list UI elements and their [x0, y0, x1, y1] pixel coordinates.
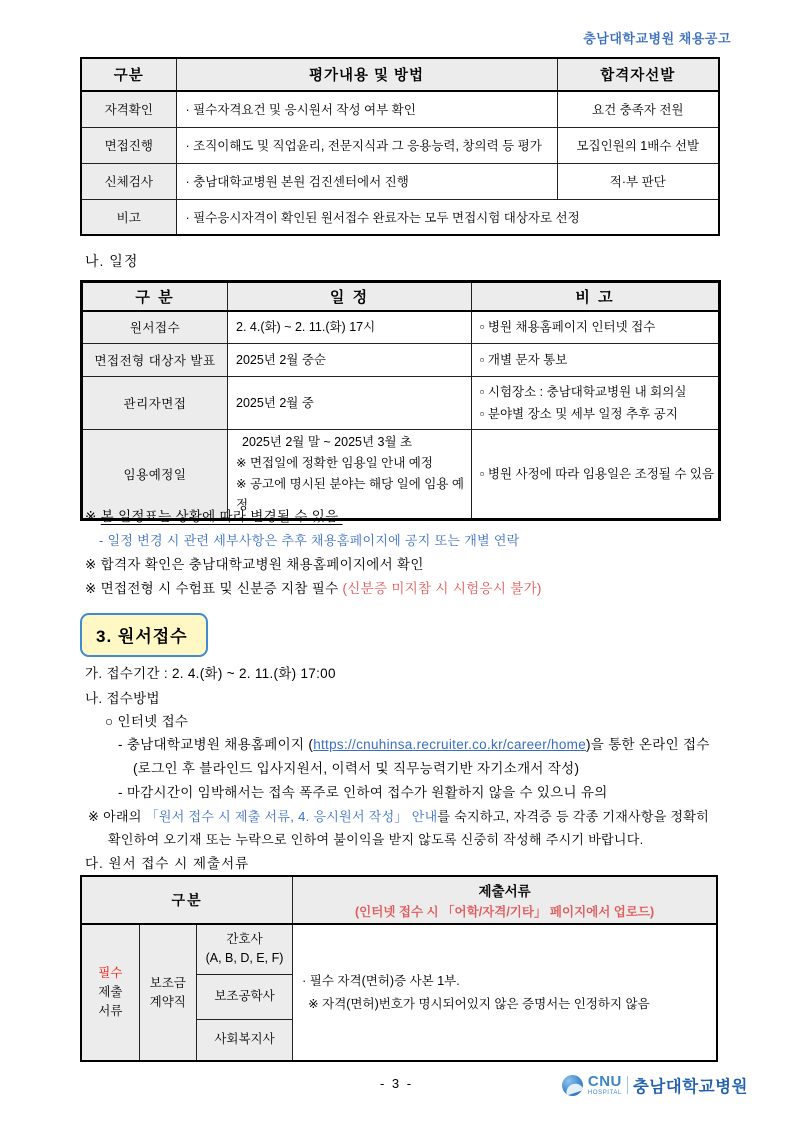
schedule-line: 2025년 2월 중순 [236, 352, 327, 367]
row-label: 임용예정일 [82, 430, 228, 520]
row-label: 면접진행 [81, 127, 176, 163]
online-apply-line [118, 733, 710, 753]
row-content: · 조직이해도 및 직업윤리, 전문지식과 그 응용능력, 창의력 등 평가 [176, 127, 557, 163]
docs-header-line1: 제출서류 [478, 884, 531, 899]
table-row [81, 199, 719, 235]
logo-cnu-label: CNU [587, 1073, 622, 1090]
row-result: 적·부 판단 [557, 163, 719, 199]
label-line: 제출 [98, 985, 123, 999]
caution-prefix: ※ 아래의 [88, 809, 146, 824]
docs-col-documents [293, 876, 717, 924]
schedule-line: 2. 4.(화) ~ 2. 11.(화) 17시 [236, 319, 376, 334]
schedule-line: ※ 공고에 명시된 분야는 해당 일에 임용 예정 [236, 477, 464, 512]
note-id-required [85, 577, 542, 601]
table-row [81, 163, 719, 199]
documents-table [80, 875, 718, 1062]
reception-period-line: 가. 접수기간 : 2. 4.(화) ~ 2. 11.(화) 17:00 [85, 666, 336, 681]
row-schedule [228, 311, 472, 344]
logo-hospital-name: 충남대학교병원 [632, 1078, 748, 1096]
sched-col-category: 구 분 [82, 282, 228, 311]
note-text: ※ 면접전형 시 수험표 및 신분증 지참 필수 [85, 581, 343, 596]
document-header-title: 충남대학교병원 채용공고 [583, 31, 731, 46]
sched-col-date: 일 정 [228, 282, 472, 311]
table-row [81, 924, 717, 974]
documents-section-title: 다. 원서 접수 시 제출서류 [85, 856, 250, 871]
globe-icon [562, 1075, 583, 1096]
logo-divider [627, 1076, 628, 1094]
documents-header-row [81, 876, 717, 924]
schedule-line: ※ 면접일에 정확한 임용일 안내 예정 [236, 456, 433, 470]
contract-type-label [139, 924, 196, 1061]
reception-method-line: 나. 접수방법 [85, 691, 160, 706]
note-warning-red: (신분증 미지참 시 시험응시 불가) [342, 581, 542, 596]
schedule-line: 2025년 2월 중 [236, 395, 314, 410]
label-line: 보조금 [149, 975, 186, 990]
table-row [81, 127, 719, 163]
required-red-text: 필수 [98, 966, 123, 980]
table-row [82, 377, 720, 430]
row-schedule [228, 344, 472, 377]
note-line: ▫ 분야별 장소 및 세부 일정 추후 공지 [480, 407, 678, 421]
caution-suffix: 를 숙지하고, 자격증 등 각종 기재사항을 정확히 확인하여 오기재 또는 누락으로 인하여 불이익을 받지 않도록 신중히 작성해 주시기 바랍니다. [108, 809, 710, 847]
schedule-line: 2025년 2월 말 ~ 2025년 3월 초 [242, 435, 413, 449]
evaluation-table [80, 57, 720, 236]
note-change-detail: - 일정 변경 시 관련 세부사항은 추후 채용홈페이지에 공지 또는 개별 연락 [99, 533, 520, 548]
page-number: - 3 - [379, 1076, 414, 1091]
job-line: (A, B, D, E, F) [205, 951, 284, 966]
row-label: 면접전형 대상자 발표 [82, 344, 228, 377]
job-social-worker-cell: 사회복지사 [196, 1019, 292, 1061]
row-note [472, 311, 720, 344]
job-nurse-cell [196, 924, 292, 974]
logo-hospital-label: HOSPITAL [587, 1090, 622, 1096]
table-row [82, 311, 720, 344]
note-line: ▫ 병원 사정에 따라 임용일은 조정될 수 있음 [480, 467, 715, 481]
note-pass-check: ※ 합격자 확인은 충남대학교병원 채용홈페이지에서 확인 [85, 557, 424, 572]
link-suffix-text: )을 통한 온라인 접수 [586, 737, 710, 752]
sched-col-note: 비 고 [472, 282, 720, 311]
eval-col-category: 구분 [81, 58, 176, 91]
schedule-section-title: 나. 일정 [85, 253, 139, 269]
row-label: 관리자면접 [82, 377, 228, 430]
row-content: · 필수응시자격이 확인된 원서접수 완료자는 모두 면접시험 대상자로 선정 [176, 199, 719, 235]
row-note [472, 344, 720, 377]
job-assistive-tech-cell: 보조공학사 [196, 974, 292, 1019]
section3-heading: 3. 원서접수 [80, 613, 208, 657]
job-line: 간호사 [226, 932, 263, 947]
login-note-line: (로그인 후 블라인드 입사지원서, 이력서 및 직무능력기반 자기소개서 작성) [133, 761, 580, 776]
eval-col-selection: 합격자선발 [557, 58, 719, 91]
eval-col-method: 평가내용 및 방법 [176, 58, 557, 91]
internet-reception-line: ○ 인터넷 접수 [105, 714, 189, 729]
row-schedule [228, 377, 472, 430]
note-change-possible [85, 505, 542, 529]
table-row [81, 91, 719, 127]
row-result: 모집인원의 1배수 선발 [557, 127, 719, 163]
required-docs-label [81, 924, 139, 1061]
row-note [472, 377, 720, 430]
docs-col-category: 구분 [81, 876, 293, 924]
label-line: 서류 [98, 1004, 123, 1018]
row-label: 원서접수 [82, 311, 228, 344]
note-line: ▫ 병원 채용홈페이지 인터넷 접수 [480, 320, 656, 335]
evaluation-header-row [81, 58, 719, 91]
caution-reference-blue: 「원서 접수 시 제출 서류, 4. 응시원서 작성」 안내 [145, 809, 438, 824]
link-prefix-text: - 충남대학교병원 채용홈페이지 ( [118, 737, 314, 752]
label-line: 계약직 [149, 994, 186, 1009]
deadline-note-line: - 마감시간이 임박해서는 접속 폭주로 인하여 접수가 원활하지 않을 수 있으니 유의 [118, 785, 608, 800]
row-label: 비고 [81, 199, 176, 235]
note-line: ▫ 개별 문자 통보 [480, 353, 568, 367]
documents-content-cell [293, 924, 717, 1061]
cnu-logo-text [588, 1074, 622, 1096]
schedule-table [80, 280, 721, 521]
docs-header-line2-red: (인터넷 접수 시 「어학/자격/기타」 페이지에서 업로드) [355, 905, 655, 919]
row-content: · 충남대학교병원 본원 검진센터에서 진행 [176, 163, 557, 199]
note-marker: ※ [85, 509, 101, 524]
row-label: 자격확인 [81, 91, 176, 127]
recruit-homepage-link[interactable]: https://cnuhinsa.recruiter.co.kr/career/home [313, 737, 587, 752]
content-line: ※ 자격(면허)번호가 명시되어있지 않은 증명서는 인정하지 않음 [308, 996, 650, 1011]
schedule-header-row [82, 282, 720, 311]
content-line: · 필수 자격(면허)증 사본 1부. [302, 973, 460, 988]
row-label: 신체검사 [81, 163, 176, 199]
row-result: 요건 충족자 전원 [557, 91, 719, 127]
caution-paragraph [88, 805, 718, 851]
note-line: ▫ 시험장소 : 충남대학교병원 내 회의실 [480, 385, 687, 399]
schedule-notes [85, 505, 542, 601]
table-row [82, 344, 720, 377]
cnuh-logo [562, 1073, 748, 1097]
note-underlined-text: 본 일정표는 상황에 따라 변경될 수 있음. [100, 509, 343, 524]
row-content: · 필수자격요건 및 응시원서 작성 여부 확인 [176, 91, 557, 127]
